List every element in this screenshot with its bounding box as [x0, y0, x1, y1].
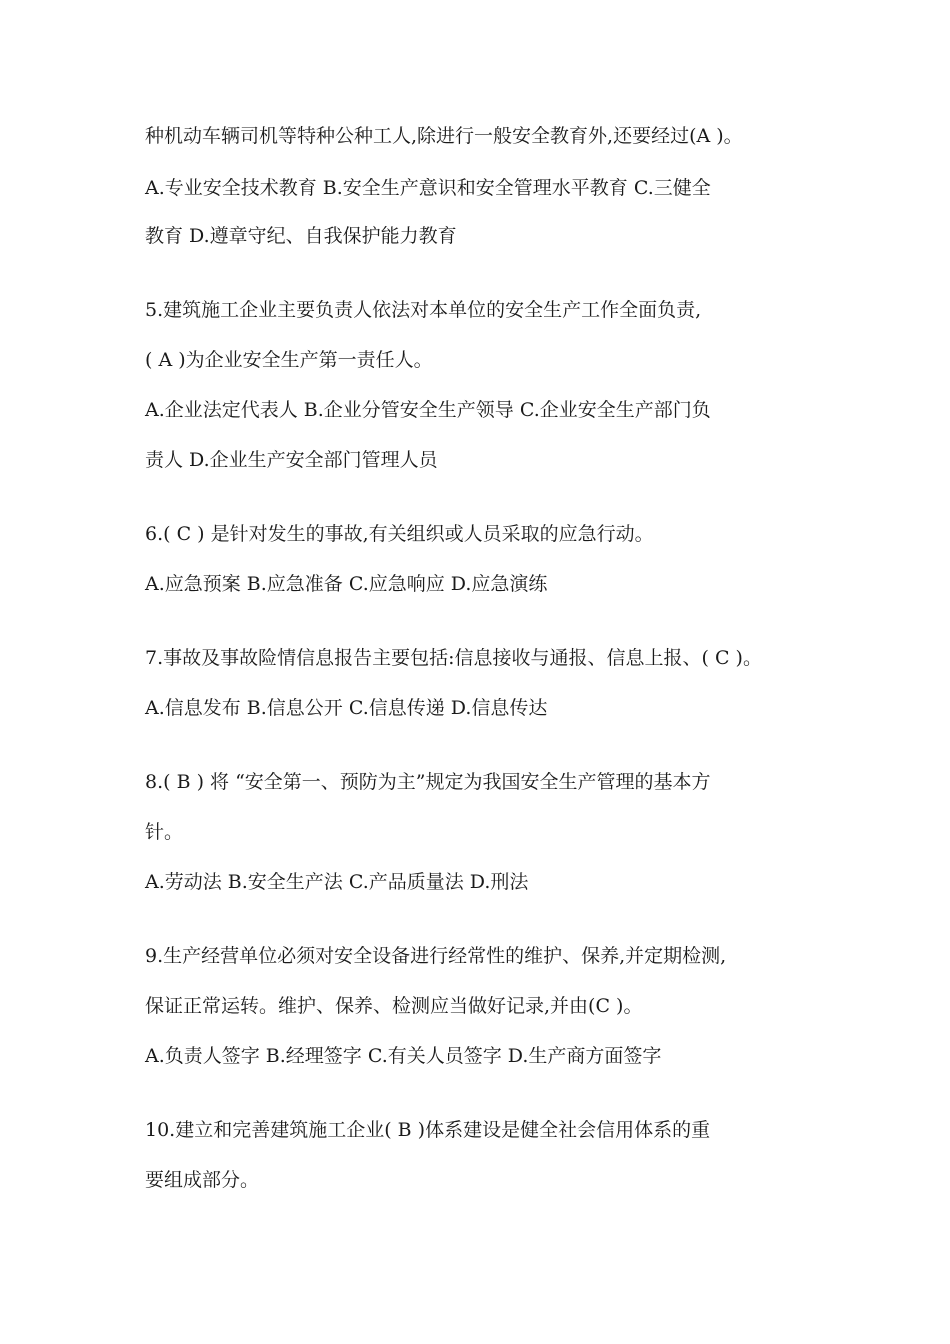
question-10-line-1: 10.建立和完善建筑施工企业( B )体系建设是健全社会信用体系的重 [145, 1119, 711, 1141]
question-9-options: A.负责人签字 B.经理签字 C.有关人员签字 D.生产商方面签字 [145, 1045, 662, 1067]
question-7: 7.事故及事故险情信息报告主要包括:信息接收与通报、信息上报、( C )。 [145, 647, 762, 669]
question-9-line-1: 9.生产经营单位必须对安全设备进行经常性的维护、保养,并定期检测, [145, 945, 727, 967]
question-10-line-2: 要组成部分。 [145, 1169, 260, 1191]
question-5-options-line-1: A.企业法定代表人 B.企业分管安全生产领导 C.企业安全生产部门负 [145, 399, 711, 421]
question-9-line-2: 保证正常运转。维护、保养、检测应当做好记录,并由(C )。 [145, 995, 643, 1017]
question-5-line-1: 5.建筑施工企业主要负责人依法对本单位的安全生产工作全面负责, [145, 299, 702, 321]
question-5-options-line-2: 责人 D.企业生产安全部门管理人员 [145, 449, 438, 471]
question-8-options: A.劳动法 B.安全生产法 C.产品质量法 D.刑法 [145, 871, 529, 893]
question-5-line-2: ( A )为企业安全生产第一责任人。 [145, 349, 433, 371]
question-8-line-2: 针。 [145, 821, 184, 843]
question-7-options: A.信息发布 B.信息公开 C.信息传递 D.信息传达 [145, 697, 548, 719]
question-8-line-1: 8.( B ) 将 “安全第一、预防为主”规定为我国安全生产管理的基本方 [145, 771, 711, 793]
text-line-3: 教育 D.遵章守纪、自我保护能力教育 [145, 225, 457, 247]
text-line-2: A.专业安全技术教育 B.安全生产意识和安全管理水平教育 C.三健全 [145, 177, 711, 199]
question-6: 6.( C ) 是针对发生的事故,有关组织或人员采取的应急行动。 [145, 523, 654, 545]
text-line-1: 种机动车辆司机等特种公种工人,除进行一般安全教育外,还要经过(A )。 [145, 125, 743, 147]
question-6-options: A.应急预案 B.应急准备 C.应急响应 D.应急演练 [145, 573, 548, 595]
